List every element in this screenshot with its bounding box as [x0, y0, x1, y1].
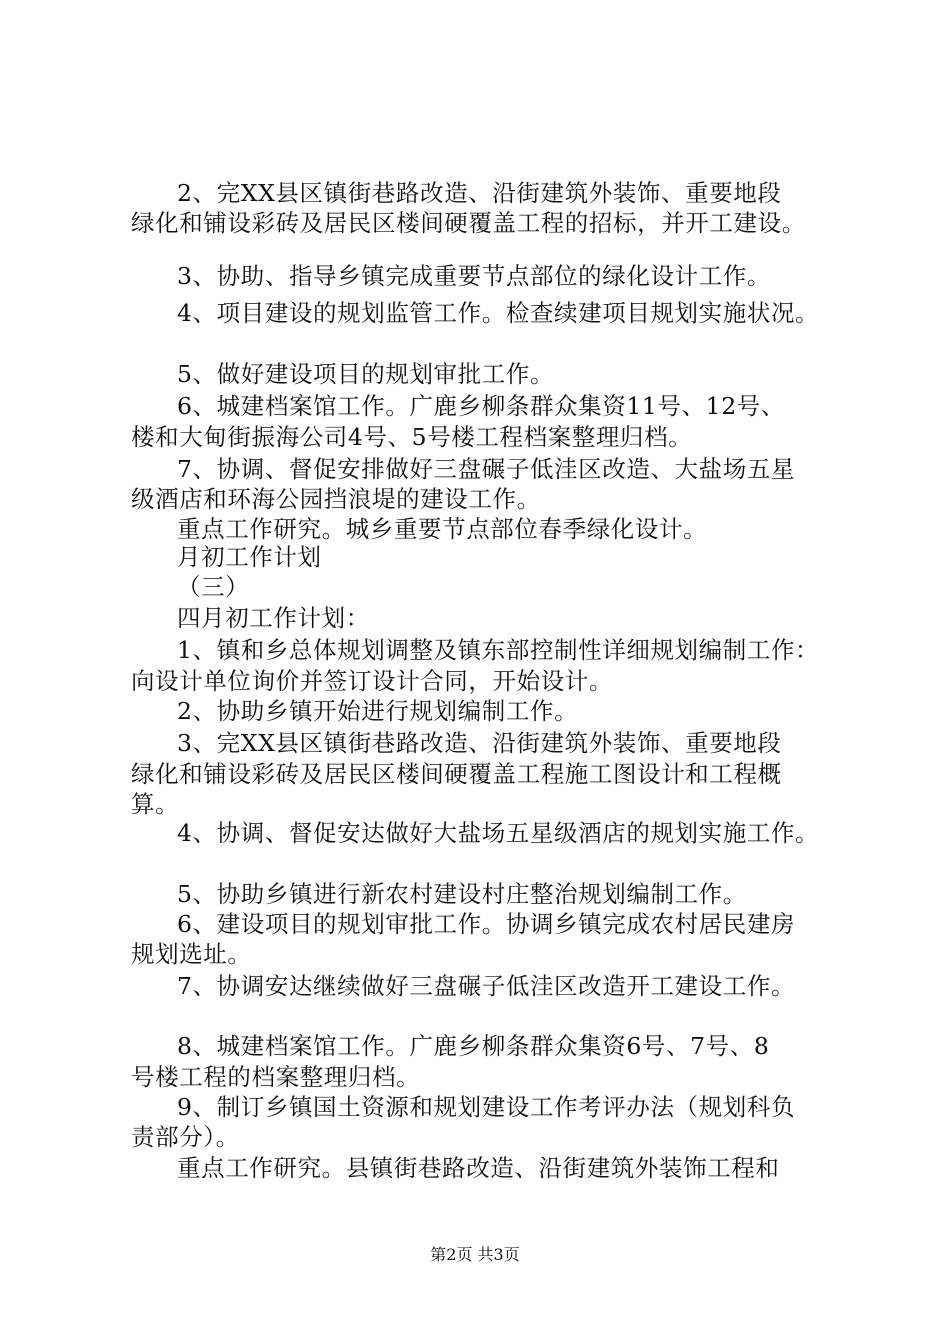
text-line-13: 四月初工作计划： [177, 604, 370, 632]
text-line-11: 月初工作计划 [177, 543, 322, 571]
text-line-6: 6、城建档案馆工作。广鹿乡柳条群众集资11号、12号、 [177, 392, 785, 420]
text-line-4: 4、项目建设的规划监管工作。检查续建项目规划实施状况。 [177, 299, 820, 327]
text-line-2: 绿化和铺设彩砖及居民区楼间硬覆盖工程的招标，并开工建设。 [131, 209, 806, 237]
text-line-29: 重点工作研究。县镇街巷路改造、沿街建筑外装饰工程和 [177, 1154, 780, 1182]
text-line-19: 算。 [131, 790, 180, 818]
text-line-16: 2、协助乡镇开始进行规划编制工作。 [177, 697, 579, 725]
text-line-22: 6、建设项目的规划审批工作。协调乡镇完成农村居民建房 [177, 910, 796, 938]
text-line-14: 1、镇和乡总体规划调整及镇东部控制性详细规划编制工作： [177, 636, 820, 664]
text-line-15: 向设计单位询价并签订设计合同，开始设计。 [131, 667, 613, 695]
text-line-1: 2、完XX县区镇街巷路改造、沿街建筑外装饰、重要地段 [177, 179, 782, 207]
text-line-17: 3、完XX县区镇街巷路改造、沿街建筑外装饰、重要地段 [177, 729, 782, 757]
text-line-18: 绿化和铺设彩砖及居民区楼间硬覆盖工程施工图设计和工程概 [131, 760, 782, 788]
text-line-8: 7、协调、督促安排做好三盘碾子低洼区改造、大盐场五星 [177, 455, 796, 483]
text-line-3: 3、协助、指导乡镇完成重要节点部位的绿化设计工作。 [177, 262, 771, 290]
text-line-23: 规划选址。 [131, 940, 252, 968]
text-line-27: 9、制订乡镇国土资源和规划建设工作考评办法（规划科负 [177, 1093, 796, 1121]
text-line-7: 楼和大甸街振海公司4号、5号楼工程档案整理归档。 [131, 423, 693, 451]
text-line-10: 重点工作研究。城乡重要节点部位春季绿化设计。 [177, 515, 708, 543]
text-line-21: 5、协助乡镇进行新农村建设村庄整治规划编制工作。 [177, 880, 747, 908]
text-line-20: 4、协调、督促安达做好大盐场五星级酒店的规划实施工作。 [177, 819, 820, 847]
text-line-28: 责部分）。 [131, 1123, 240, 1151]
text-line-12: （三） [177, 573, 250, 601]
text-line-26: 号楼工程的档案整理归档。 [131, 1063, 421, 1091]
page-indicator: 第2页 共3页 [430, 1245, 520, 1264]
text-line-25: 8、城建档案馆工作。广鹿乡柳条群众集资6号、7号、8 [177, 1032, 770, 1060]
text-line-5: 5、做好建设项目的规划审批工作。 [177, 360, 555, 388]
text-line-9: 级酒店和环海公园挡浪堤的建设工作。 [131, 485, 541, 513]
text-line-24: 7、协调安达继续做好三盘碾子低洼区改造开工建设工作。 [177, 972, 796, 1000]
